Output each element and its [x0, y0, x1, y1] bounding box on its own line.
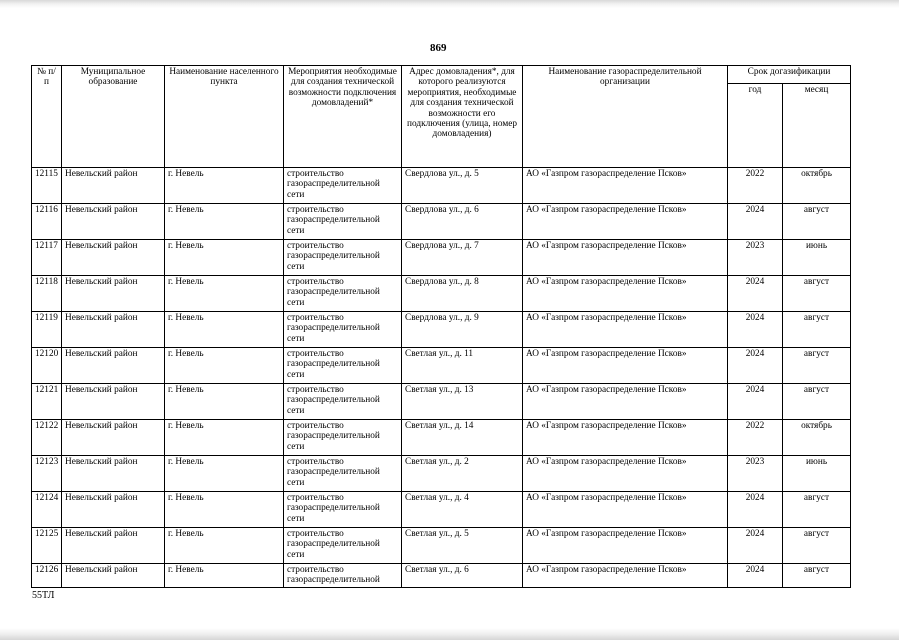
cell-measures: строительство газораспределительной сети	[284, 456, 402, 492]
cell-address: Светлая ул., д. 2	[402, 456, 523, 492]
cell-year: 2024	[728, 204, 783, 240]
header-address: Адрес домовладения*, для которого реализуются мероприятия, необходимые для создания технической возможности его подключения (улица, номер домовладения)	[402, 66, 523, 168]
cell-organization: АО «Газпром газораспределение Псков»	[523, 492, 728, 528]
header-organization: Наименование газораспределительной организации	[523, 66, 728, 168]
cell-municipality: Невельский район	[62, 384, 165, 420]
table-row	[32, 312, 851, 348]
cell-organization: АО «Газпром газораспределение Псков»	[523, 420, 728, 456]
cell-num: 12119	[32, 312, 62, 348]
cell-organization: АО «Газпром газораспределение Псков»	[523, 312, 728, 348]
cell-measures: строительство газораспределительной сети	[284, 528, 402, 564]
cell-settlement: г. Невель	[165, 456, 284, 492]
cell-measures: строительство газораспределительной сети	[284, 240, 402, 276]
cell-month: август	[783, 528, 851, 564]
cell-measures: строительство газораспределительной сети	[284, 204, 402, 240]
table-row	[32, 204, 851, 240]
cell-address: Свердлова ул., д. 6	[402, 204, 523, 240]
cell-settlement: г. Невель	[165, 420, 284, 456]
cell-num: 12121	[32, 384, 62, 420]
cell-address: Светлая ул., д. 14	[402, 420, 523, 456]
header-deadline: Срок догазификации	[728, 66, 851, 84]
cell-year: 2022	[728, 168, 783, 204]
cell-month: октябрь	[783, 168, 851, 204]
cell-num: 12122	[32, 420, 62, 456]
cell-measures: строительство газораспределительной сети	[284, 312, 402, 348]
cell-municipality: Невельский район	[62, 420, 165, 456]
cell-address: Светлая ул., д. 4	[402, 492, 523, 528]
cell-municipality: Невельский район	[62, 492, 165, 528]
cell-measures: строительство газораспределительной сети	[284, 384, 402, 420]
cell-settlement: г. Невель	[165, 240, 284, 276]
table-header	[32, 66, 851, 168]
table-row	[32, 564, 851, 588]
table-row	[32, 456, 851, 492]
cell-organization: АО «Газпром газораспределение Псков»	[523, 168, 728, 204]
cell-address: Светлая ул., д. 5	[402, 528, 523, 564]
cell-organization: АО «Газпром газораспределение Псков»	[523, 384, 728, 420]
cell-month: август	[783, 312, 851, 348]
cell-month: июнь	[783, 240, 851, 276]
cell-municipality: Невельский район	[62, 204, 165, 240]
cell-address: Свердлова ул., д. 7	[402, 240, 523, 276]
cell-year: 2024	[728, 348, 783, 384]
cell-settlement: г. Невель	[165, 276, 284, 312]
header-measures: Мероприятия необходимые для создания технической возможности подключения домовладений*	[284, 66, 402, 168]
cell-municipality: Невельский район	[62, 456, 165, 492]
cell-year: 2024	[728, 312, 783, 348]
cell-year: 2022	[728, 420, 783, 456]
cell-num: 12120	[32, 348, 62, 384]
cell-municipality: Невельский район	[62, 168, 165, 204]
cell-address: Светлая ул., д. 6	[402, 564, 523, 588]
cell-measures: строительство газораспределительной сети	[284, 168, 402, 204]
cell-settlement: г. Невель	[165, 204, 284, 240]
cell-year: 2024	[728, 492, 783, 528]
cell-organization: АО «Газпром газораспределение Псков»	[523, 528, 728, 564]
cell-settlement: г. Невель	[165, 564, 284, 588]
table-row	[32, 348, 851, 384]
cell-address: Свердлова ул., д. 9	[402, 312, 523, 348]
header-month: месяц	[783, 84, 851, 168]
footer-code: 55ТЛ	[32, 590, 55, 601]
cell-month: август	[783, 492, 851, 528]
header-num: № п/п	[32, 66, 62, 168]
gasification-table	[31, 65, 851, 588]
cell-year: 2024	[728, 276, 783, 312]
cell-settlement: г. Невель	[165, 348, 284, 384]
cell-address: Светлая ул., д. 11	[402, 348, 523, 384]
cell-organization: АО «Газпром газораспределение Псков»	[523, 564, 728, 588]
cell-month: октябрь	[783, 420, 851, 456]
cell-address: Свердлова ул., д. 5	[402, 168, 523, 204]
cell-year: 2023	[728, 240, 783, 276]
cell-year: 2024	[728, 564, 783, 588]
table-row	[32, 168, 851, 204]
cell-month: август	[783, 276, 851, 312]
cell-organization: АО «Газпром газораспределение Псков»	[523, 204, 728, 240]
cell-address: Светлая ул., д. 13	[402, 384, 523, 420]
cell-municipality: Невельский район	[62, 276, 165, 312]
cell-num: 12117	[32, 240, 62, 276]
cell-address: Свердлова ул., д. 8	[402, 276, 523, 312]
table-row	[32, 240, 851, 276]
cell-num: 12118	[32, 276, 62, 312]
cell-year: 2023	[728, 456, 783, 492]
cell-settlement: г. Невель	[165, 312, 284, 348]
cell-month: август	[783, 348, 851, 384]
cell-organization: АО «Газпром газораспределение Псков»	[523, 348, 728, 384]
cell-num: 12115	[32, 168, 62, 204]
cell-year: 2024	[728, 528, 783, 564]
header-settlement: Наименование населенного пункта	[165, 66, 284, 168]
cell-measures: строительство газораспределительной сети	[284, 348, 402, 384]
page-number: 869	[430, 42, 447, 54]
table-row	[32, 276, 851, 312]
table-row	[32, 420, 851, 456]
cell-num: 12125	[32, 528, 62, 564]
scan-edge-top	[0, 0, 899, 8]
cell-organization: АО «Газпром газораспределение Псков»	[523, 456, 728, 492]
cell-settlement: г. Невель	[165, 384, 284, 420]
cell-organization: АО «Газпром газораспределение Псков»	[523, 240, 728, 276]
cell-month: август	[783, 204, 851, 240]
cell-num: 12116	[32, 204, 62, 240]
cell-num: 12124	[32, 492, 62, 528]
header-year: год	[728, 84, 783, 168]
cell-municipality: Невельский район	[62, 348, 165, 384]
cell-month: июнь	[783, 456, 851, 492]
cell-settlement: г. Невель	[165, 492, 284, 528]
cell-measures: строительство газораспределительной сети	[284, 492, 402, 528]
cell-num: 12123	[32, 456, 62, 492]
cell-num: 12126	[32, 564, 62, 588]
table-body	[32, 168, 851, 588]
table-row	[32, 528, 851, 564]
table-row	[32, 384, 851, 420]
cell-measures: строительство газораспределительной сети	[284, 276, 402, 312]
cell-measures: строительство газораспределительной	[284, 564, 402, 588]
cell-year: 2024	[728, 384, 783, 420]
cell-municipality: Невельский район	[62, 564, 165, 588]
cell-settlement: г. Невель	[165, 168, 284, 204]
cell-month: август	[783, 564, 851, 588]
cell-organization: АО «Газпром газораспределение Псков»	[523, 276, 728, 312]
cell-month: август	[783, 384, 851, 420]
cell-settlement: г. Невель	[165, 528, 284, 564]
scan-edge-bottom	[0, 628, 899, 640]
cell-municipality: Невельский район	[62, 528, 165, 564]
table-row	[32, 492, 851, 528]
cell-municipality: Невельский район	[62, 312, 165, 348]
cell-measures: строительство газораспределительной сети	[284, 420, 402, 456]
cell-municipality: Невельский район	[62, 240, 165, 276]
header-municipality: Муниципальное образование	[62, 66, 165, 168]
